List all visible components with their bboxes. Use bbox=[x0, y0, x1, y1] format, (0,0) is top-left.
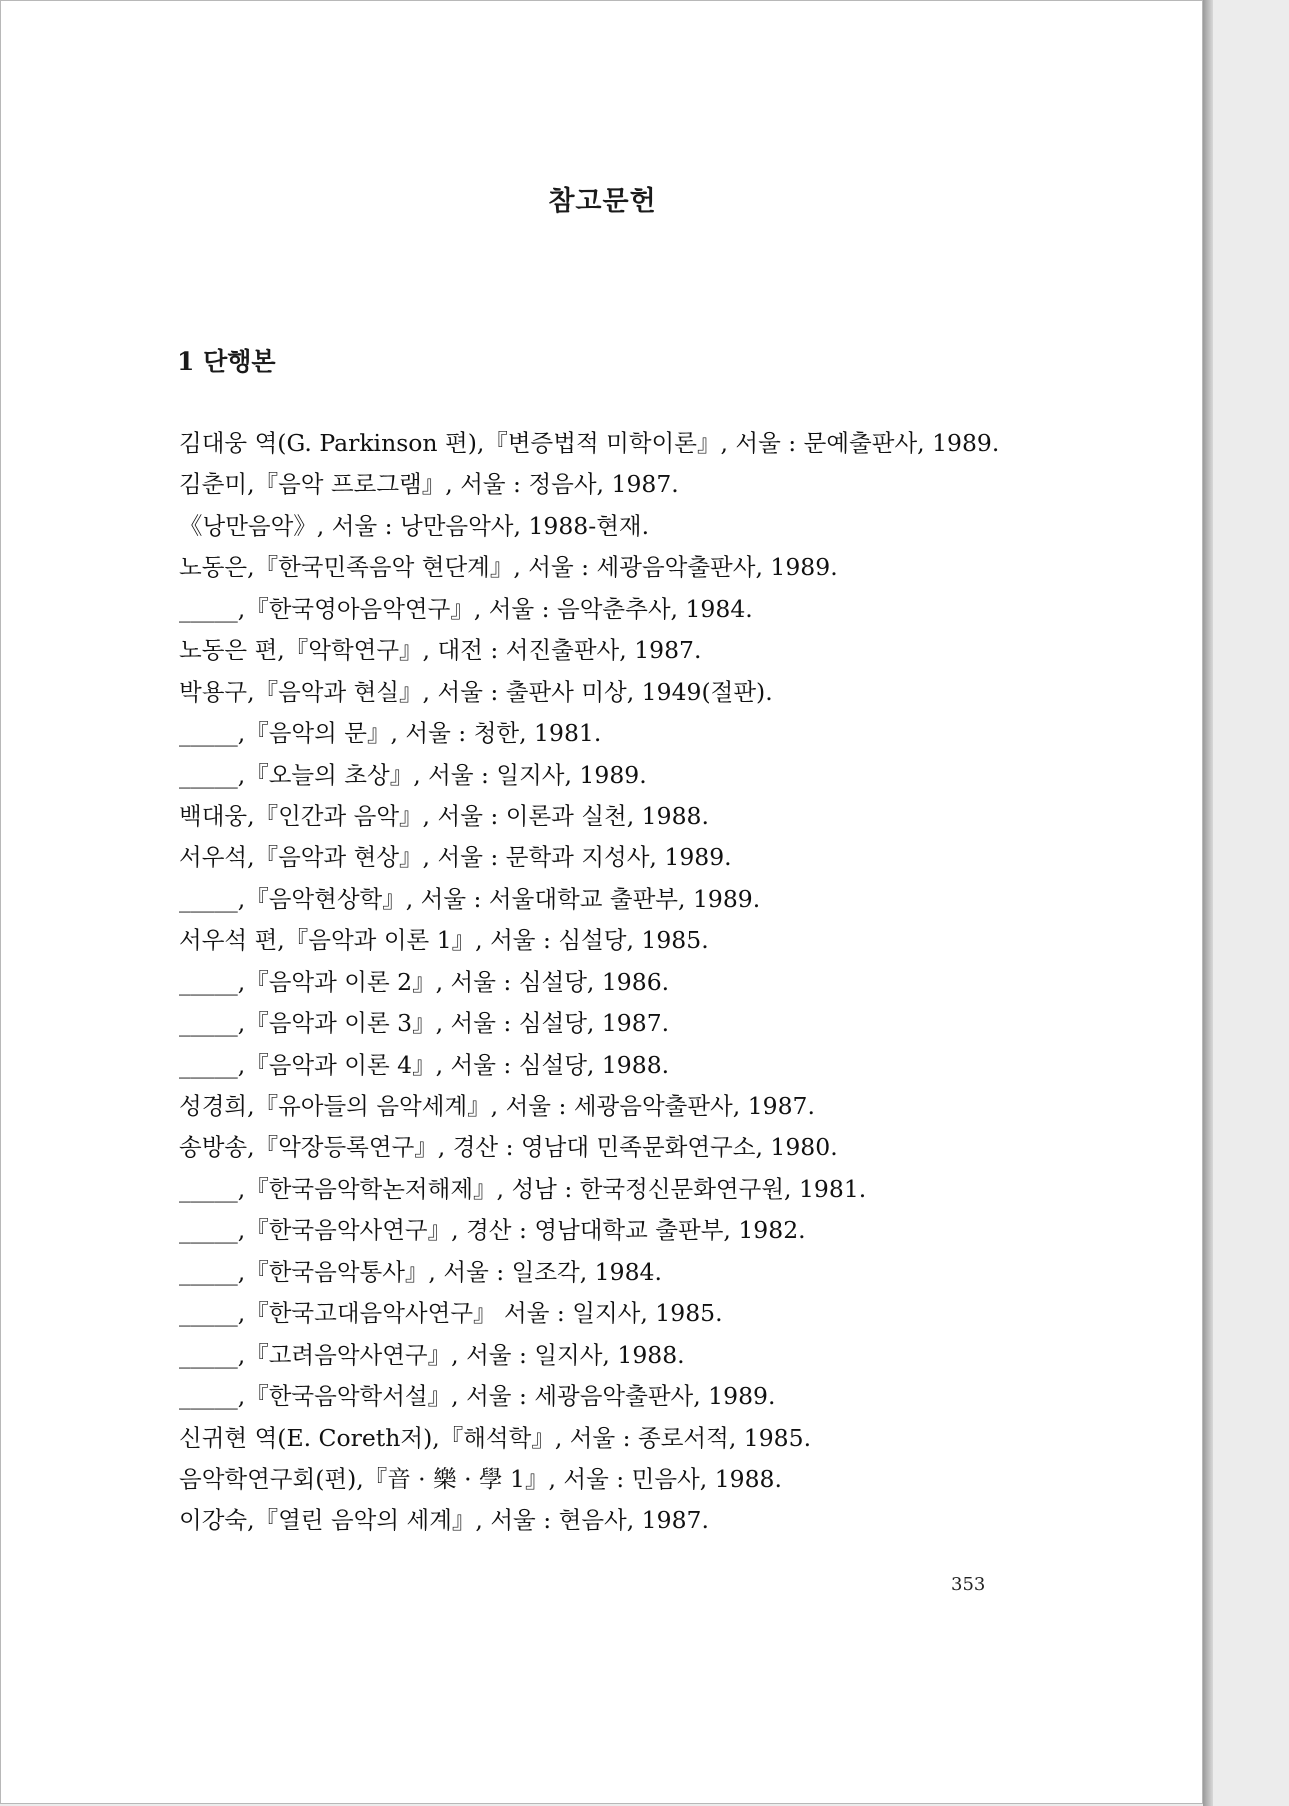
reference-item: _____,『한국고대음악사연구』 서울 : 일지사, 1985. bbox=[179, 1299, 723, 1328]
reference-item: _____,『음악과 이론 4』, 서울 : 심설당, 1988. bbox=[179, 1050, 670, 1079]
reference-item: 서우석,『음악과 현상』, 서울 : 문학과 지성사, 1989. bbox=[179, 843, 732, 872]
reference-item: 신귀현 역(E. Coreth저),『해석학』, 서울 : 종로서적, 1985. bbox=[179, 1423, 812, 1452]
reference-item: _____,『한국영아음악연구』, 서울 : 음악춘추사, 1984. bbox=[179, 594, 753, 623]
reference-item: 《낭만음악》, 서울 : 낭만음악사, 1988-현재. bbox=[179, 511, 650, 540]
reference-item: 노동은 편,『악학연구』, 대전 : 서진출판사, 1987. bbox=[179, 636, 702, 665]
reference-item: _____,『음악과 이론 2』, 서울 : 심설당, 1986. bbox=[179, 967, 670, 996]
reference-item: 백대웅,『인간과 음악』, 서울 : 이론과 실천, 1988. bbox=[179, 801, 709, 830]
reference-item: _____,『음악의 문』, 서울 : 청한, 1981. bbox=[179, 719, 602, 748]
section-heading: 1 단행본 bbox=[177, 347, 276, 376]
page-edge-shadow bbox=[1203, 0, 1213, 1806]
reference-item: _____,『한국음악학서설』, 서울 : 세광음악출판사, 1989. bbox=[179, 1382, 776, 1411]
reference-item: 노동은,『한국민족음악 현단계』, 서울 : 세광음악출판사, 1989. bbox=[179, 553, 838, 582]
reference-item: 송방송,『악장등록연구』, 경산 : 영남대 민족문화연구소, 1980. bbox=[179, 1133, 838, 1162]
reference-item: 음악학연구회(편),『音 · 樂 · 學 1』, 서울 : 민음사, 1988. bbox=[179, 1464, 782, 1493]
reference-item: 김대웅 역(G. Parkinson 편),『변증법적 미학이론』, 서울 : 문예출판사, 1989. bbox=[179, 429, 1000, 457]
reference-item: _____,『음악현상학』, 서울 : 서울대학교 출판부, 1989. bbox=[179, 884, 761, 913]
reference-item: _____,『한국음악사연구』, 경산 : 영남대학교 출판부, 1982. bbox=[179, 1216, 806, 1245]
reference-item: _____,『한국음악학논저해제』, 성남 : 한국정신문화연구원, 1981. bbox=[179, 1174, 867, 1203]
reference-item: _____,『한국음악통사』, 서울 : 일조각, 1984. bbox=[179, 1257, 662, 1286]
reference-item: _____,『고려음악사연구』, 서울 : 일지사, 1988. bbox=[179, 1340, 685, 1369]
reference-item: 박용구,『음악과 현실』, 서울 : 출판사 미상, 1949(절판). bbox=[179, 677, 773, 706]
reference-item: _____,『오늘의 초상』, 서울 : 일지사, 1989. bbox=[179, 760, 647, 789]
reference-item: _____,『음악과 이론 3』, 서울 : 심설당, 1987. bbox=[179, 1009, 670, 1038]
reference-item: 김춘미,『음악 프로그램』, 서울 : 정음사, 1987. bbox=[179, 470, 679, 499]
page-title: 참고문헌 bbox=[548, 186, 657, 217]
reference-item: 성경희,『유아들의 음악세계』, 서울 : 세광음악출판사, 1987. bbox=[179, 1092, 815, 1120]
reference-item: 서우석 편,『음악과 이론 1』, 서울 : 심설당, 1985. bbox=[179, 926, 709, 955]
page-number: 353 bbox=[951, 1574, 986, 1595]
reference-item: 이강숙,『열린 음악의 세계』, 서울 : 현음사, 1987. bbox=[179, 1506, 709, 1535]
reference-list bbox=[179, 423, 1159, 1542]
